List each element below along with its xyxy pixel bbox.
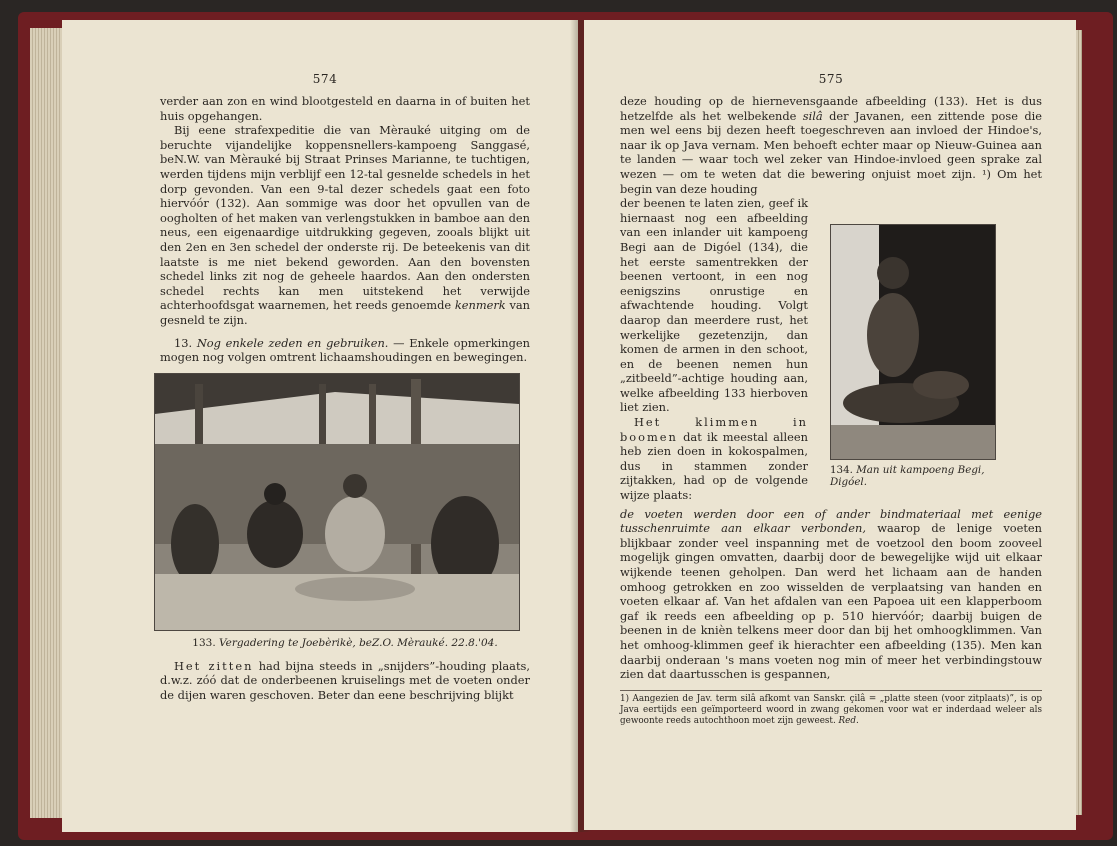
left-page	[62, 20, 578, 832]
paragraph: der beenen te laten zien, geef ik hiernaast nog een afbeelding van een inlander uit kampoeng Begi aan de Digóel (134), die het eerste samentrekken der beenen vertoont, in een nog eenigszins onrustige en afwachtende houding. Volgt daarop dan meerdere rust, het werkelijke gezetenzijn, dan komen de armen in den schoot, en de beenen nemen hun „zitbeeld”-achtige houding aan, welke afbeelding 133 hierboven liet zien.	[620, 196, 808, 415]
paragraph: deze houding op de hiernevensgaande afbeelding (133). Het is dus hetzelfde als het welbekende silâ der Javanen, een zittende pose die men wel eens bij dezen heeft toegeschreven aan invloed der Hindoe's, naar ik op Java vernam. Men behoeft echter maar op Nieuw-Guinea aan te landen — waar toch wel zeker van Hindoe-invloed geen sprake zal wezen — om te weten dat die bewering onjuist moet zijn. ¹) Om het begin van deze houding	[620, 94, 1043, 196]
figure-caption: 133. Vergadering te Joebèrikè, beZ.O. Mèrauké. 22.8.'04.	[192, 636, 498, 649]
paragraph: Het zitten had bijna steeds in „snijders”-houding plaats, d.w.z. zóó dat de onderbeenen kruiselings met de voeten onder de dijen waren geschoven. Beter dan eene beschrijving blijkt	[160, 658, 530, 702]
footnote: 1) Aangezien de Jav. term silâ afkomt van Sanskr. çilâ = „platte steen (voor zitplaats)”, is op Java eertijds een geïmporteerd woord in zwang gekomen voor wat er inderdaad weleer als gewoonte reeds autochthoon moet zijn geweest. Red.	[620, 690, 1042, 727]
photo-seated-man	[830, 224, 996, 460]
paragraph: Het klimmen in boomen dat ik meestal alleen heb zien doen in kokospalmen, dus in stammen zonder zijtakken, had op de volgende wijze plaats:	[620, 415, 808, 503]
right-page	[584, 20, 1076, 830]
page-edges	[30, 28, 64, 818]
paragraph: verder aan zon en wind blootgesteld en daarna in of buiten het huis opgehangen.	[160, 94, 530, 123]
paragraph: de voeten werden door een of ander bindmateriaal met eenige tusschenruimte aan elkaar verbonden, waarop de lenige voeten blijkbaar zonder veel inspanning met de voetzool den boom zooveel mogelijk gingen omvatten, daarbij door de bewegelijke wijd uit elkaar wijkende teenen geholpen. Dan werd het lichaam aan de handen omhoog getrokken en zoo wisselden de verplaatsing van handen en voeten elkaar af. Van het afdalen van een Papoea uit een klapperboom gaf ik reeds een afbeelding op p. 510 hiervóór; daarbij buigen de beenen in de knièn telkens meer door dan bij het omhoogklimmen. Van het omhoog-klimmen geef ik hierachter een afbeelding (135). Men kan daarbij onderaan 's mans voeten nog min of meer het verbindingstouw zien dat daartusschen is gespannen,	[620, 506, 1043, 682]
paragraph: Bij eene strafexpeditie die van Mèrauké uitging om de beruchte vijandelijke koppensnellers-kampoeng Sanggasé, beN.W. van Mèrauké bij Straat Prinses Marianne, te tuchtigen, werden tijdens mijn verblijf een 12-tal gesnelde schedels in het dorp gevonden. Van een 9-tal dezer schedels gaat een foto hiervóór (132). Aan sommige was door het opvullen van de oogholten of het maken van verlengstukken in bamboe aan den neus, een eigenaardige uitdrukking gegeven, zooals blijkt uit den 2en en 3en schedel der onderste rij. De beteekenis van dit laatste is me niet bekend geworden. Aan den bovensten schedel links zit nog de geheele haardos. Aan den ondersten schedel rechts kan men uitstekend het verwijde achterhoofdsgat waarnemen, het reeds genoemde kenmerk van gesneld te zijn.	[160, 123, 531, 327]
figure-caption: 134. Man uit kampoeng Begi, Digóel.	[830, 464, 985, 488]
page-number: 575	[818, 72, 844, 86]
section-heading: 13. Nog enkele zeden en gebruiken. — Enkele opmerkingen mogen nog volgen omtrent lichaamshoudingen en bewegingen.	[160, 335, 531, 365]
page-number: 574	[312, 72, 338, 86]
photo-meeting	[154, 373, 520, 631]
